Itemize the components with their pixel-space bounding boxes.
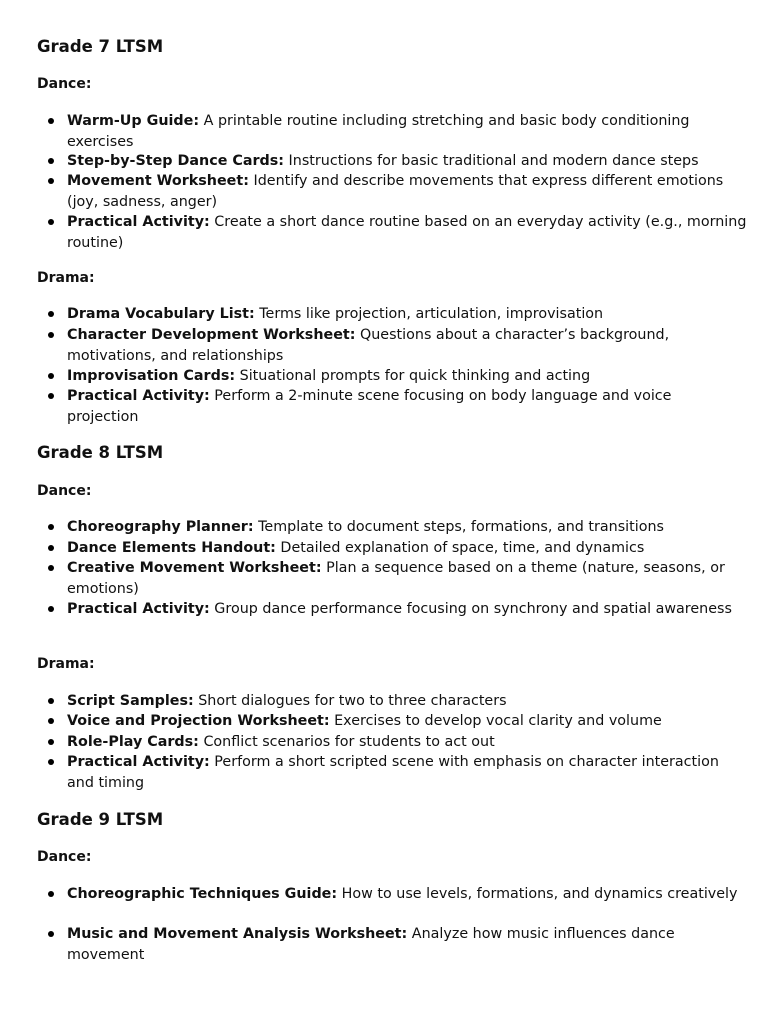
list-item [67,711,747,732]
item-description: How to use levels, formations, and dynamics creatively [337,886,738,902]
item-term: Practical Activity: [67,388,210,404]
list-item [67,212,747,253]
item-description: Perform a short scripted scene with emphasis on character interaction and timing [67,754,719,791]
item-term: Practical Activity: [67,601,210,617]
list-item [67,517,747,538]
list-item [67,691,747,712]
item-term: Choreographic Techniques Guide: [67,886,338,902]
item-description: A printable routine including stretching and basic body conditioning exercises [67,113,690,150]
list-item [67,111,747,152]
item-term: Character Development Worksheet: [67,327,356,343]
item-description: Identify and describe movements that express different emotions (joy, sadness, anger) [67,173,724,210]
item-term: Movement Worksheet: [67,173,249,189]
list-item [67,599,747,620]
item-term: Step-by-Step Dance Cards: [67,153,285,169]
item-term: Music and Movement Analysis Worksheet: [67,926,408,942]
list-item [67,924,747,965]
section-heading-grade-7: Grade 7 LTSM [37,37,164,56]
subheading-grade-8-dance: Dance: [37,483,92,499]
item-description: Template to document steps, formations, and transitions [253,519,664,535]
subheading-grade-9-dance: Dance: [37,849,92,865]
item-term: Drama Vocabulary List: [67,306,255,322]
item-term: Role-Play Cards: [67,734,199,750]
subheading-grade-7-dance: Dance: [37,76,92,92]
item-description: Questions about a character’s background, motivations, and relationships [67,327,670,364]
list-item [67,366,747,387]
item-description: Detailed explanation of space, time, and dynamics [275,540,645,556]
item-term: Script Samples: [67,693,194,709]
list-item [67,752,747,793]
item-term: Warm-Up Guide: [67,113,200,129]
item-term: Improvisation Cards: [67,368,236,384]
subheading-grade-7-drama: Drama: [37,270,95,286]
item-description: Conflict scenarios for students to act out [198,734,495,750]
list-item [67,538,747,559]
item-description: Short dialogues for two to three characters [193,693,507,709]
item-term: Creative Movement Worksheet: [67,560,322,576]
item-description: Analyze how music influences dance movement [67,926,675,963]
item-description: Instructions for basic traditional and modern dance steps [284,153,699,169]
item-description: Group dance performance focusing on synchrony and spatial awareness [209,601,732,617]
list-item [67,884,747,905]
item-description: Terms like projection, articulation, improvisation [254,306,604,322]
section-heading-grade-9: Grade 9 LTSM [37,810,164,829]
item-term: Dance Elements Handout: [67,540,276,556]
list-item [67,558,747,599]
section-heading-grade-8: Grade 8 LTSM [37,443,164,462]
item-description: Situational prompts for quick thinking and acting [235,368,591,384]
subheading-grade-8-drama: Drama: [37,656,95,672]
item-description: Perform a 2-minute scene focusing on body language and voice projection [67,388,672,425]
item-description: Create a short dance routine based on an everyday activity (e.g., morning routine) [67,214,747,251]
list-item [67,325,747,366]
item-description: Plan a sequence based on a theme (nature, seasons, or emotions) [67,560,725,597]
list-item [67,732,747,753]
item-term: Choreography Planner: [67,519,254,535]
list-item [67,386,747,427]
item-term: Practical Activity: [67,214,210,230]
item-term: Voice and Projection Worksheet: [67,713,330,729]
list-item [67,304,747,325]
list-item [67,171,747,212]
item-term: Practical Activity: [67,754,210,770]
list-item [67,151,747,172]
item-description: Exercises to develop vocal clarity and volume [329,713,662,729]
